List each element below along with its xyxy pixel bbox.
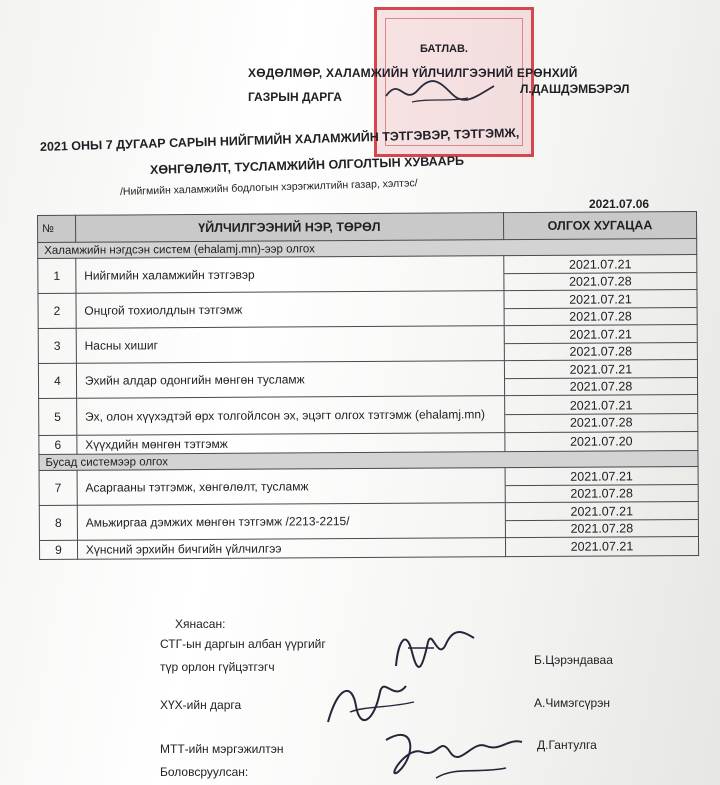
row-service: Эх, олон хүүхэдтэй өрх толгойлсон эх, эцэгт олгох тэтгэмж (ehalamj.mn) [76,396,504,436]
table-row [39,501,698,540]
row-dates [504,359,697,395]
signer-role-1-line2: түр орлон гүйцэтгэгч [160,660,275,674]
table-row [38,289,697,328]
row-service: Асаргааны тэтгэмж, хөнгөлөлт, тусламж [77,468,505,506]
row-service: Амьжиргаа дэмжих мөнгөн тэтгэмж /2213-2215/ [77,503,505,541]
row-date-second: 2021.07.28 [504,271,696,289]
row-service: Онцгой тохиолдлын тэтгэмж [76,291,504,329]
table-row [39,536,698,559]
row-date-second: 2021.07.28 [505,376,697,394]
approval-title-line2: ГАЗРЫН ДАРГА [248,90,342,104]
section-ehalamj: Халамжийн нэгдсэн систем (ehalamj.mn)-ээр олгох [38,238,697,258]
row-number: 8 [39,505,77,540]
signer-name-3: Д.Гантулга [537,738,597,752]
row-date-first: 2021.07.21 [570,468,633,484]
approval-signature [382,72,502,112]
row-service: Эхийн алдар одонгийн мөнгөн тусламж [76,361,504,399]
row-date-second: 2021.07.28 [506,483,698,501]
approval-title-line1: ХӨДӨЛМӨР, ХАЛАМЖИЙН ҮЙЛЧИЛГЭЭНИЙ ЕРӨНХИЙ [248,66,578,80]
prepared-heading: Боловсруулсан: [160,765,249,779]
row-number: 2 [38,293,76,328]
row-dates [505,394,698,432]
row-number: 1 [38,258,76,293]
row-number: 5 [39,398,77,435]
table-row [38,324,697,363]
row-date-first: 2021.07.21 [570,503,634,519]
signer-role-1-line1: СТГ-ын даргын албан үүргийг [160,637,326,651]
payment-schedule-table [37,211,699,560]
document-title-line2: ХӨНГӨЛӨЛТ, ТУСЛАМЖИЙН ОЛГОЛТЫН ХУВААРЬ [149,153,465,177]
table-row [38,359,697,398]
signature-3 [376,716,526,782]
row-dates [505,431,698,451]
row-number: 4 [38,363,76,398]
reviewed-heading: Хянасан: [175,617,226,631]
row-number: 9 [39,540,77,559]
signer-name-2: А.Чимэгсүрэн [534,696,610,710]
table-row [39,394,698,435]
row-date-first: 2021.07.21 [569,361,633,377]
table-row [39,466,698,505]
document-date: 2021.07.06 [589,197,650,211]
row-date-second: 2021.07.28 [506,518,698,536]
row-number: 7 [39,470,77,505]
row-dates [505,501,698,537]
row-service: Насны хишиг [76,326,504,364]
row-dates [505,466,698,502]
row-service: Нийгмийн халамжийн тэтгэвэр [76,256,504,294]
row-service: Хүнсний эрхийн бичгийн үйлчилгээ [77,538,505,560]
approval-signer: Л.ДАШДЭМБЭРЭЛ [520,82,630,96]
row-date-first: 2021.07.21 [569,326,632,342]
row-dates [504,254,697,290]
row-dates [504,324,697,360]
row-date-first: 2021.07.21 [570,539,634,554]
row-date-first: 2021.07.20 [570,434,633,449]
header-number: № [38,215,76,242]
table-header-row [38,211,697,242]
signer-name-1: Б.Цэрэндаваа [534,653,613,667]
row-date-second: 2021.07.28 [505,341,697,359]
signer-role-3: МТТ-ийн мэргэжилтэн [160,742,284,756]
row-dates [505,536,698,556]
row-date-second: 2021.07.28 [504,306,696,324]
row-date-first: 2021.07.21 [569,397,633,413]
header-service: ҮЙЛЧИЛГЭЭНИЙ НЭР, ТӨРӨЛ [75,213,503,243]
row-date-second: 2021.07.28 [505,412,697,430]
document-subtitle: /Нийгмийн халамжийн бодлогын хэрэгжилтийн газар, хэлтэс/ [119,177,418,198]
signer-role-2: ХҮХ-ийн дарга [160,698,242,712]
header-period: ОЛГОХ ХУГАЦАА [503,211,696,239]
table-row [38,254,697,293]
row-number: 3 [38,328,76,363]
document-title-line1: 2021 ОНЫ 7 ДУГААР САРЫН НИЙГМИЙН ХАЛАМЖИЙН ТЭТГЭВЭР, ТЭТГЭМЖ, [39,125,520,154]
row-number: 6 [39,435,77,454]
row-date-first: 2021.07.21 [569,291,632,307]
section-other-systems: Бусад системээр олгох [39,450,698,470]
row-date-first: 2021.07.21 [568,256,632,272]
row-service: Хүүхдийн мөнгөн тэтгэмж [77,433,505,455]
approval-label: БАТЛАВ. [420,43,468,55]
row-dates [504,289,697,325]
signature-1 [388,622,478,674]
